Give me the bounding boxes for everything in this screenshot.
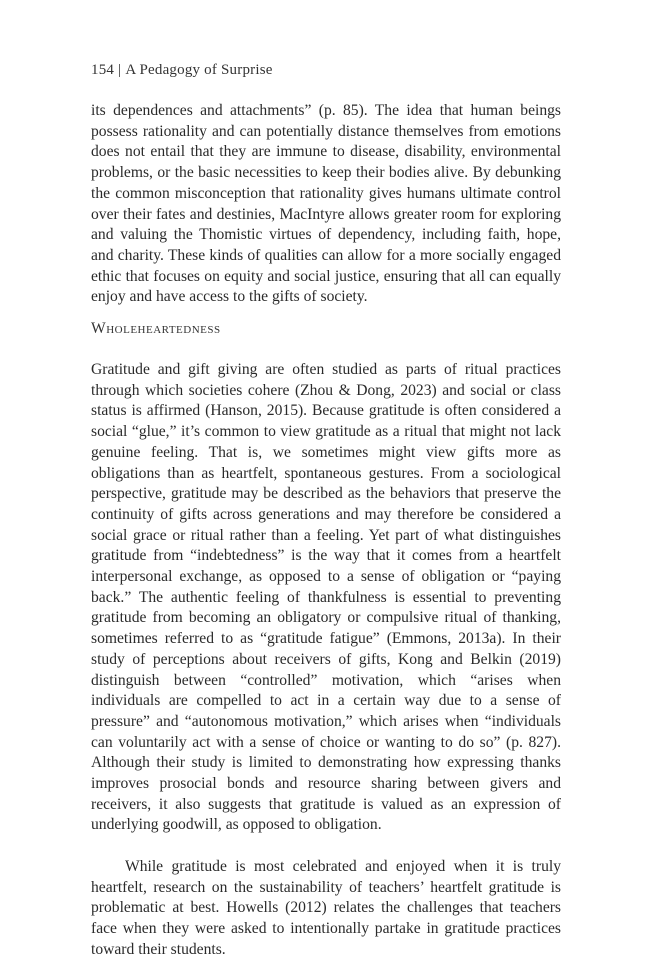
header-separator: |: [118, 62, 122, 78]
paragraph-text: Gratitude and gift giving are often studied as parts of ritual practices through which societies cohere (Zhou & Dong, 2023) and social or class status is affirmed (Hanson, 2015). Because gratitude is often considered a social “glue,” it’s common to view gratitude as a ritual that might not lack genuine feeling. That is, we sometimes might view gifts more as obligations than as heartfelt, spontaneous gestures. From a sociological perspective, gratitude may be described as the behaviors that preserve the continuity of gifts across generations and may therefore be considered a social grace or ritual rather than a feeling. Yet part of what distinguishes gratitude from “indebtedness” is the way that it comes from a heartfelt interpersonal exchange, as opposed to a sense of obligation or “paying back.” The authentic feeling of thankfulness is essential to preventing gratitude from becoming an obligatory or compulsive ritual of thanking, sometimes referred to as “gratitude fatigue” (Emmons, 2013a). In their study of perceptions about receivers of gifts, Kong and Belkin (2019) distinguish between “controlled” motivation, which “arises when individuals are compelled to act in a certain way due to a sense of pressure” and “autonomous motivation,” which arises when “individuals can voluntarily act with a sense of choice or wanting to do so” (p. 827). Although their study is limited to demonstrating how expressing thanks improves prosocial bonds and resource sharing between givers and receivers, it also suggests that gratitude is valued as an expression of underlying goodwill, as opposed to obligation.: [91, 361, 561, 834]
running-head: [91, 60, 273, 80]
paragraph-continuation: [91, 101, 561, 308]
section-heading: Wholeheartedness: [91, 320, 221, 337]
paragraph-gratitude: [91, 360, 561, 836]
paragraph-teachers: [91, 857, 561, 961]
paragraph-text: its dependences and attachments” (p. 85). The idea that human beings possess rationality and can potentially distance themselves from emotions does not entail that they are immune to disease, disability, environmental problems, or the basic necessities to keep their bodies alive. By debunking the common misconception that rationality gives humans ultimate control over their fates and destinies, MacIntyre allows greater room for exploring and valuing the Thomistic virtues of dependency, including faith, hope, and charity. These kinds of qualities can allow for a more socially engaged ethic that focuses on equity and social justice, ensuring that all can equally enjoy and have access to the gifts of society.: [91, 102, 561, 306]
page-number: 154: [91, 62, 115, 78]
paragraph-text: While gratitude is most celebrated and enjoyed when it is truly heartfelt, research on the sustainability of teachers’ heartfelt gratitude is problematic at best. Howells (2012) relates the challenges that teachers face when they were asked to intentionally partake in gratitude practices toward their students.: [91, 858, 561, 958]
book-title: A Pedagogy of Surprise: [125, 62, 273, 78]
